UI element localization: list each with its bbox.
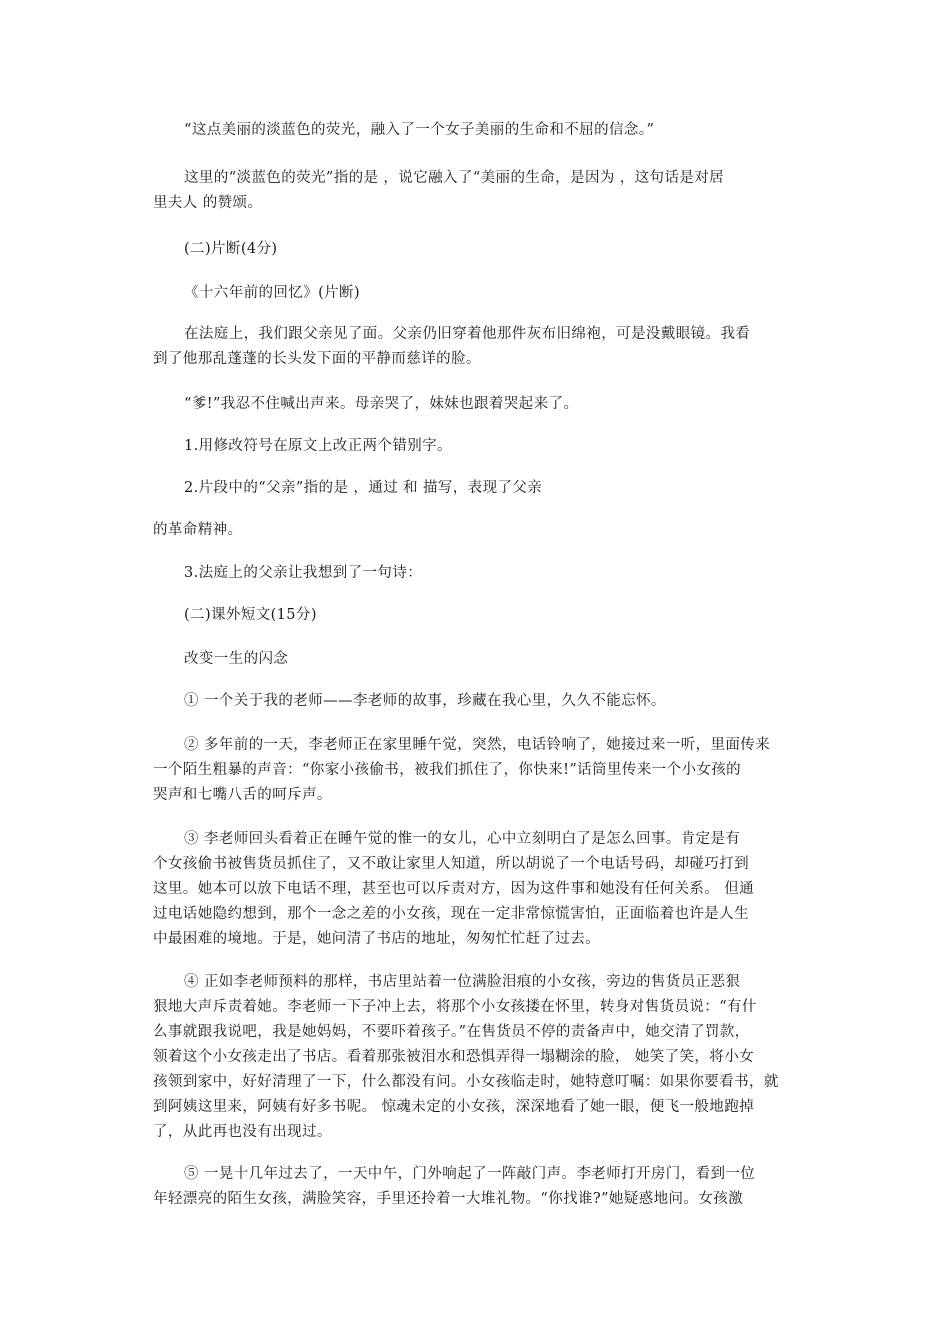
text-line: 这里。她本可以放下电话不理，甚至也可以斥责对方，因为这件事和她没有任何关系。 但通 (153, 881, 755, 897)
story-paragraph (153, 827, 813, 952)
text-line: (二)片断(4分) (184, 241, 278, 257)
story-paragraph (153, 689, 813, 714)
text-line: 孩领到家中，好好清理了一下，什么都没有问。小女孩临走时，她特意叮嘱：如果你要看书，就 (153, 1074, 779, 1090)
text-line: 个女孩偷书被售货员抓住了，又不敢让家里人知道，所以胡说了一个电话号码，却碰巧打到 (153, 856, 749, 872)
text-line: ② 多年前的一天，李老师正在家里睡午觉，突然，电话铃响了，她接过来一听，里面传来 (184, 737, 771, 753)
text-line: “爹!”我忍不住喊出声来。母亲哭了，妹妹也跟着哭起来了。 (184, 396, 579, 412)
question-item (153, 476, 813, 501)
story-paragraph (153, 970, 813, 1145)
text-line: 的革命精神。 (153, 522, 243, 538)
text-line: 在法庭上，我们跟父亲见了面。父亲仍旧穿着他那件灰布旧绵袍，可是没戴眼镜。我看 (184, 326, 751, 342)
quote-paragraph (153, 118, 813, 143)
text-line: 这里的“淡蓝色的荧光”指的是 ，说它融入了“美丽的生命，是因为 ，这句话是对居 (184, 170, 725, 186)
section-heading (153, 603, 813, 628)
text-line: 中最困难的境地。于是，她问清了书店的地址，匆匆忙忙赶了过去。 (153, 931, 600, 947)
text-line: 过电话她隐约想到，那个一念之差的小女孩，现在一定非常惊慌害怕，正面临着也许是人生 (153, 906, 749, 922)
excerpt-paragraph (153, 392, 813, 417)
text-line: 狠地大声斥责着她。李老师一下子冲上去，将那个小女孩搂在怀里，转身对售货员说：“有什 (153, 999, 757, 1015)
excerpt-title (153, 281, 813, 306)
section-heading (153, 237, 813, 262)
text-line: 一个陌生粗暴的声音：“你家小孩偷书，被我们抓住了，你快来!”话筒里传来一个小女孩的 (153, 762, 742, 778)
text-line: 年轻漂亮的陌生女孩，满脸笑容，手里还拎着一大堆礼物。“你找谁?”她疑惑地问。女孩激 (153, 1191, 743, 1207)
text-line: ④ 正如李老师预料的那样，书店里站着一位满脸泪痕的小女孩，旁边的售货员正恶狠 (184, 974, 741, 990)
text-line: 哭声和七嘴八舌的呵斥声。 (153, 787, 332, 803)
text-line: ③ 李老师回头看着正在睡午觉的惟一的女儿，心中立刻明白了是怎么回事。肯定是有 (184, 831, 741, 847)
excerpt-paragraph (153, 322, 813, 372)
text-line: 领着这个小女孩走出了书店。看着那张被泪水和恐惧弄得一塌糊涂的脸， 她笑了笑，将小女 (153, 1049, 755, 1065)
text-line: 里夫人 的赞颂。 (153, 195, 263, 211)
text-line: 1.用修改符号在原文上改正两个错别字。 (184, 438, 452, 454)
text-line: 么事就跟我说吧，我是她妈妈，不要吓着孩子。”在售货员不停的责备声中，她交清了罚款， (153, 1024, 750, 1040)
story-paragraph (153, 1162, 813, 1212)
text-line: ⑤ 一晃十几年过去了，一天中午，门外响起了一阵敲门声。李老师打开房门，看到一位 (184, 1166, 756, 1182)
text-line: (二)课外短文(15分) (184, 607, 317, 623)
story-title (153, 647, 813, 672)
text-line: 了，从此再也没有出现过。 (153, 1124, 332, 1140)
question-item-continued (153, 518, 813, 543)
text-line: 到阿姨这里来，阿姨有好多书呢。 惊魂未定的小女孩，深深地看了她一眼，便飞一般地跑掉 (153, 1099, 755, 1115)
text-line: 3.法庭上的父亲让我想到了一句诗： (184, 565, 423, 581)
text-line: 到了他那乱蓬蓬的长头发下面的平静而慈详的脸。 (153, 351, 481, 367)
story-paragraph (153, 733, 813, 808)
text-line: 《十六年前的回忆》(片断) (184, 285, 361, 301)
question-explain-paragraph (153, 166, 813, 216)
text-line: “这点美丽的淡蓝色的荧光，融入了一个女子美丽的生命和不屈的信念。” (184, 122, 655, 138)
text-line: ① 一个关于我的老师——李老师的故事，珍藏在我心里，久久不能忘怀。 (184, 693, 666, 709)
text-line: 2.片段中的“父亲”指的是 ，通过 和 描写，表现了父亲 (184, 480, 543, 496)
question-item (153, 434, 813, 459)
question-item (153, 561, 813, 586)
text-line: 改变一生的闪念 (184, 651, 289, 667)
